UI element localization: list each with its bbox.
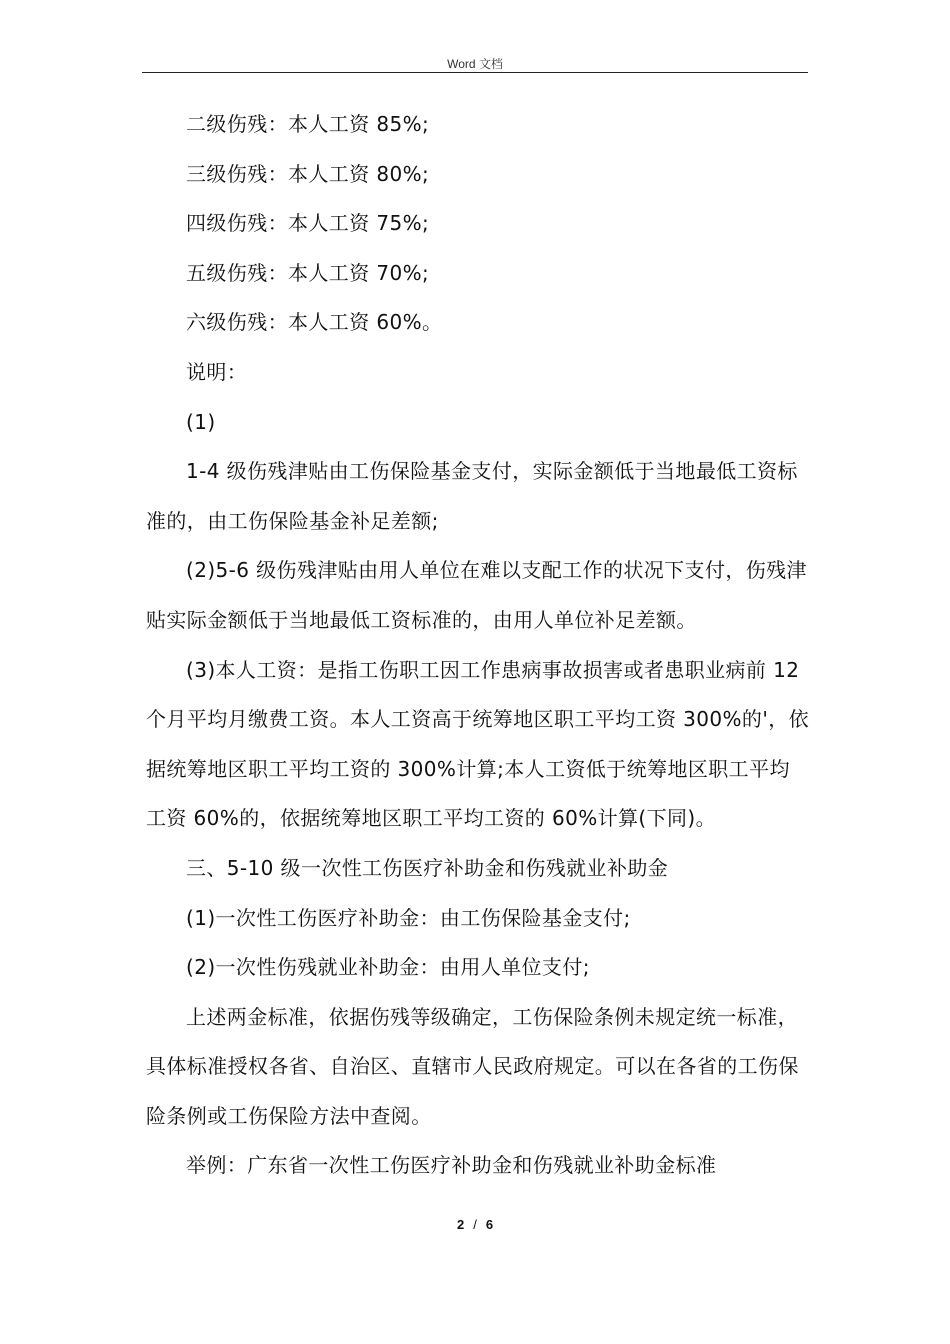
paragraph: 四级伤残：本人工资 75%;: [186, 211, 430, 236]
page-number-current: 2: [456, 1217, 465, 1232]
paragraph: (1)一次性工伤医疗补助金：由工伤保险基金支付;: [186, 905, 631, 930]
page-footer: [0, 1216, 950, 1234]
paragraph: 三级伤残：本人工资 80%;: [186, 161, 430, 186]
paragraph: 1-4 级伤残津贴由工伤保险基金支付，实际金额低于当地最低工资标准的，由工伤保险基金补足差额;: [146, 459, 798, 533]
paragraph: (2)5-6 级伤残津贴由用人单位在难以支配工作的状况下支付，伤残津贴实际金额低于当地最低工资标准的，由用人单位补足差额。: [146, 558, 807, 632]
paragraph: 六级伤残：本人工资 60%。: [186, 310, 443, 335]
document-body: [146, 100, 810, 1191]
paragraph: (3)本人工资：是指工伤职工因工作患病事故损害或者患职业病前 12 个月平均月缴费工资。本人工资高于统筹地区职工平均工资 300%的'，依据统筹地区职工平均工资的 300%计算;本人工资低于统筹地区职工平均工资 60%的，依据统筹地区职工平均工资的 60%计算(下同)。: [146, 657, 810, 831]
paragraph: 举例：广东省一次性工伤医疗补助金和伤残就业补助金标准: [186, 1153, 717, 1178]
page-number-separator: /: [473, 1217, 477, 1232]
paragraph: 五级伤残：本人工资 70%;: [186, 260, 430, 285]
paragraph: (1): [186, 409, 216, 434]
paragraph: 上述两金标准，依据伤残等级确定，工伤保险条例未规定统一标准，具体标准授权各省、自治区、直辖市人民政府规定。可以在各省的工伤保险条例或工伤保险方法中查阅。: [146, 1004, 799, 1128]
paragraph: (2)一次性伤残就业补助金：由用人单位支付;: [186, 955, 590, 980]
header-rule: [142, 72, 808, 73]
page-number-total: 6: [485, 1217, 494, 1232]
section-heading: 三、5-10 级一次性工伤医疗补助金和伤残就业补助金: [186, 855, 669, 880]
paragraph: 说明：: [186, 359, 248, 384]
paragraph: 二级伤残：本人工资 85%;: [186, 112, 430, 136]
page-header: Word 文档: [447, 57, 503, 71]
